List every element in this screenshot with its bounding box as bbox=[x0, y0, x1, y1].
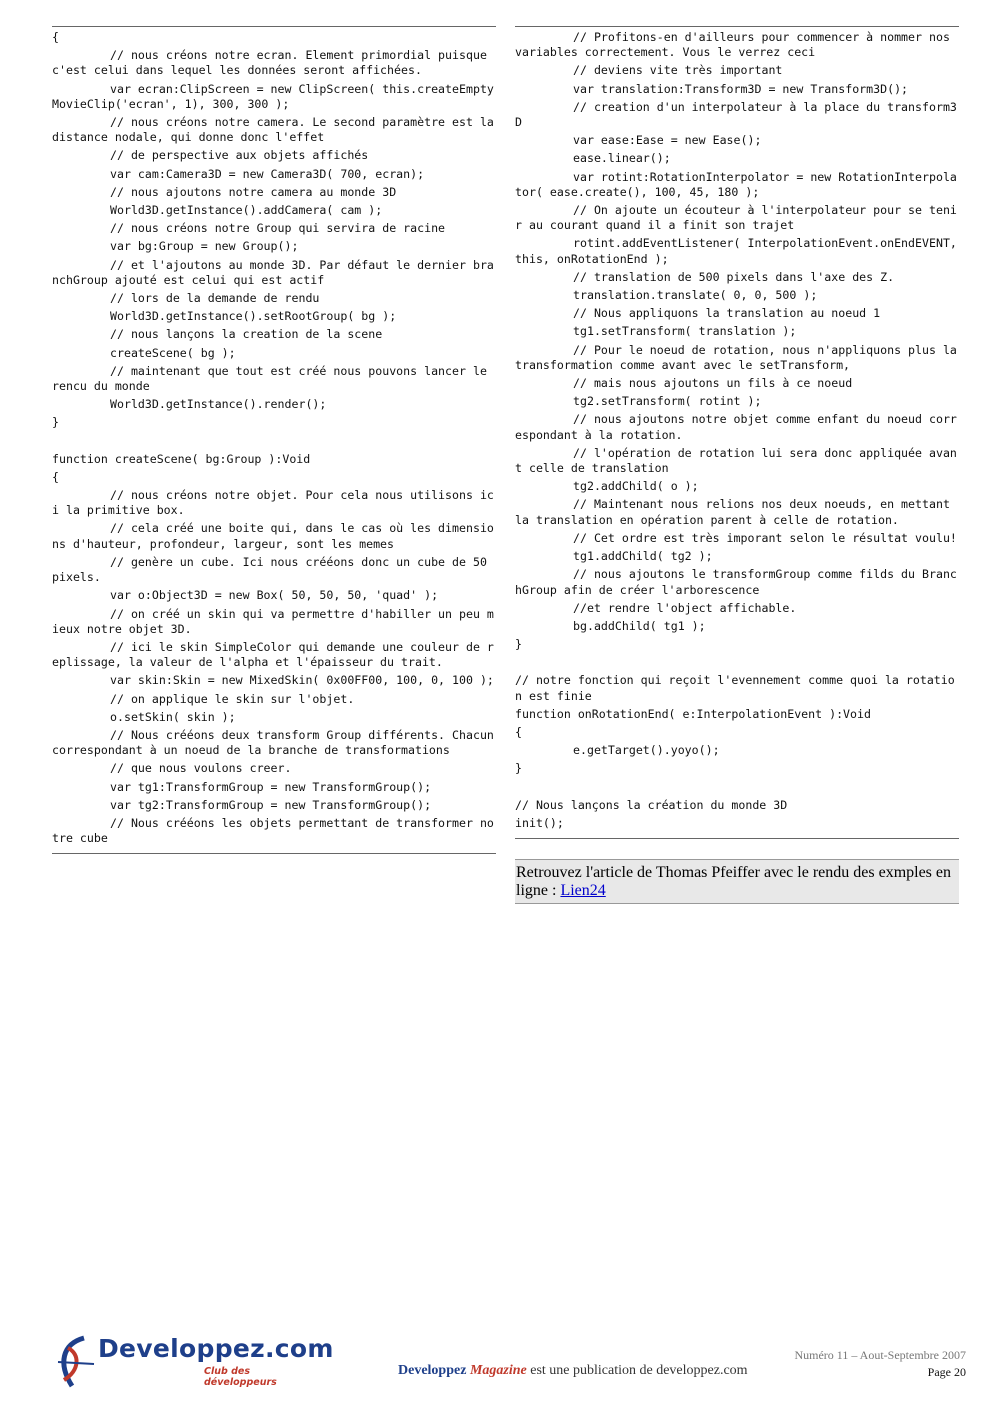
code-line: // ici le skin SimpleColor qui demande une couleur de replissage, la valeur de l'alpha et l'épaisseur du trait. bbox=[52, 639, 494, 670]
code-line: // cela créé une boite qui, dans le cas où les dimensions d'hauteur, profondeur, largeur, sont les memes bbox=[52, 521, 494, 551]
code-line: // nous ajoutons notre camera au monde 3D bbox=[110, 184, 397, 199]
code-line: // de perspective aux objets affichés bbox=[110, 148, 369, 163]
code-line: // Profitons-en d'ailleurs pour commencer à nommer nos variables correctement. Vous le verrez ceci bbox=[515, 30, 957, 60]
code-line: tg1.setTransform( translation ); bbox=[573, 324, 797, 339]
code-line: // creation d'un interpolateur à la place du transform3D bbox=[515, 99, 957, 130]
code-line: World3D.getInstance().render(); bbox=[110, 397, 327, 412]
code-block-right bbox=[515, 26, 964, 839]
code-line bbox=[52, 434, 496, 449]
code-line: // maintenant que tout est créé nous pouvons lancer le rencu du monde bbox=[52, 363, 494, 394]
code-line: // lors de la demande de rendu bbox=[110, 291, 320, 306]
code-line: } bbox=[515, 637, 522, 652]
logo-subtitle: Club des développeurs bbox=[204, 1366, 277, 1388]
code-line: // Nous appliquons la translation au noeud 1 bbox=[573, 306, 881, 321]
code-line: var rotint:RotationInterpolator = new RotationInterpolator( ease.create(), 100, 45, 180 ); bbox=[515, 169, 957, 199]
code-line: var bg:Group = new Group(); bbox=[110, 239, 299, 254]
logo-wordmark: Developpez.com bbox=[98, 1334, 334, 1363]
code-line: // deviens vite très important bbox=[573, 63, 783, 78]
right-column bbox=[515, 26, 964, 904]
code-line: tg2.addChild( o ); bbox=[573, 479, 699, 494]
code-line: // Pour le noeud de rotation, nous n'appliquons plus la transformation comme avant avec le setTransform, bbox=[515, 342, 964, 372]
code-line: // translation de 500 pixels dans l'axe des Z. bbox=[573, 269, 895, 284]
code-line: var tg1:TransformGroup = new TransformGroup(); bbox=[110, 779, 432, 794]
code-line: World3D.getInstance().addCamera( cam ); bbox=[110, 203, 383, 218]
code-line: // nous ajoutons notre objet comme enfant du noeud correspondant à la rotation. bbox=[515, 412, 957, 442]
code-line: rotint.addEventListener( InterpolationEvent.onEndEVENT, this, onRotationEnd ); bbox=[515, 236, 964, 266]
code-line: // genère un cube. Ici nous crééons donc un cube de 50 pixels. bbox=[52, 554, 494, 585]
code-line: var tg2:TransformGroup = new TransformGroup(); bbox=[110, 797, 432, 812]
page-footer bbox=[0, 1330, 992, 1404]
issue-number: Numéro 11 – Aout-Septembre 2007 bbox=[794, 1348, 966, 1362]
code-line: // Nous lançons la création du monde 3D bbox=[515, 797, 788, 812]
code-line: function onRotationEnd( e:InterpolationEvent ):Void bbox=[515, 706, 871, 721]
logo-swirl-icon bbox=[54, 1334, 98, 1390]
code-line: var ease:Ease = new Ease(); bbox=[573, 133, 762, 148]
pub-magazine: Magazine bbox=[469, 1363, 527, 1378]
code-line: var skin:Skin = new MixedSkin( 0x00FF00, 100, 0, 100 ); bbox=[110, 673, 494, 688]
code-line: // nous ajoutons le transformGroup comme filds du BranchGroup afin de créer l'arborescence bbox=[515, 567, 957, 597]
code-line: // nous créons notre objet. Pour cela nous utilisons ici la primitive box. bbox=[52, 488, 494, 518]
code-line: // Nous crééons les objets permettant de transformer notre cube bbox=[52, 815, 494, 846]
code-line: createScene( bg ); bbox=[110, 345, 236, 360]
code-line: translation.translate( 0, 0, 500 ); bbox=[573, 288, 818, 303]
code-line: bg.addChild( tg1 ); bbox=[573, 618, 706, 633]
code-line: // nous créons notre Group qui servira de racine bbox=[110, 221, 446, 236]
code-line: // nous lançons la creation de la scene bbox=[110, 327, 383, 342]
code-line: ease.linear(); bbox=[573, 151, 671, 166]
code-line: } bbox=[52, 415, 59, 430]
code-line: // Maintenant nous relions nos deux noeuds, en mettant la translation en opération parent à celle de rotation. bbox=[515, 497, 957, 527]
code-line: init(); bbox=[515, 815, 564, 830]
code-line: // on créé un skin qui va permettre d'habiller un peu mieux notre objet 3D. bbox=[52, 606, 494, 636]
code-line: // Cet ordre est très imporant selon le résultat voulu! bbox=[573, 530, 957, 545]
code-line: // notre fonction qui reçoit l'evennement comme quoi la rotation est finie bbox=[515, 673, 955, 703]
code-line bbox=[515, 655, 959, 670]
code-line: // l'opération de rotation lui sera donc appliquée avant celle de translation bbox=[515, 445, 957, 476]
code-line: var o:Object3D = new Box( 50, 50, 50, 'quad' ); bbox=[110, 588, 439, 603]
code-line: var translation:Transform3D = new Transform3D(); bbox=[573, 81, 909, 96]
code-line: // on applique le skin sur l'objet. bbox=[110, 691, 355, 706]
left-column bbox=[52, 26, 501, 854]
pub-brand: Developpez bbox=[398, 1363, 467, 1378]
code-line: // et l'ajoutons au monde 3D. Par défaut le dernier branchGroup ajouté est celui qui est actif bbox=[52, 257, 494, 287]
code-line: { bbox=[515, 724, 522, 739]
code-line: // Nous crééons deux transform Group différents. Chacun correspondant à un noeud de la branche de transformations bbox=[52, 727, 501, 758]
note-text: Retrouvez l'article de Thomas Pfeiffer avec le rendu des exmples en ligne : bbox=[516, 863, 952, 899]
publication-line bbox=[398, 1363, 748, 1379]
code-line: tg1.addChild( tg2 ); bbox=[573, 549, 713, 564]
code-line: tg2.setTransform( rotint ); bbox=[573, 394, 762, 409]
code-line: // nous créons notre ecran. Element primordial puisque c'est celui dans lequel les données seront affichées. bbox=[52, 48, 494, 78]
code-line: { bbox=[52, 469, 59, 484]
code-line: e.getTarget().yoyo(); bbox=[573, 743, 720, 758]
code-line: function createScene( bg:Group ):Void bbox=[52, 451, 311, 466]
code-line bbox=[515, 780, 959, 795]
code-block-left bbox=[52, 26, 501, 854]
code-line: //et rendre l'object affichable. bbox=[573, 600, 797, 615]
developpez-logo bbox=[54, 1334, 334, 1390]
code-line: // On ajoute un écouteur à l'interpolateur pour se tenir au courant quand il a finit son trajet bbox=[515, 203, 957, 233]
code-line: // mais nous ajoutons un fils à ce noeud bbox=[573, 376, 853, 391]
code-line: World3D.getInstance().setRootGroup( bg ); bbox=[110, 309, 397, 324]
code-line: var ecran:ClipScreen = new ClipScreen( this.createEmptyMovieClip('ecran', 1), 300, 300 ); bbox=[52, 81, 494, 111]
code-line: { bbox=[52, 30, 59, 44]
pub-rest: est une publication de developpez.com bbox=[526, 1363, 748, 1378]
code-line: } bbox=[515, 761, 522, 776]
code-line: var cam:Camera3D = new Camera3D( 700, ecran); bbox=[110, 166, 425, 181]
code-line: // nous créons notre camera. Le second paramètre est la distance nodale, qui donne donc l'effet bbox=[52, 115, 501, 145]
lien24-link[interactable]: Lien24 bbox=[560, 881, 606, 899]
code-line: // que nous voulons creer. bbox=[110, 761, 292, 776]
code-line: o.setSkin( skin ); bbox=[110, 709, 236, 724]
article-link-note bbox=[515, 859, 959, 904]
page-number: Page 20 bbox=[927, 1365, 966, 1379]
